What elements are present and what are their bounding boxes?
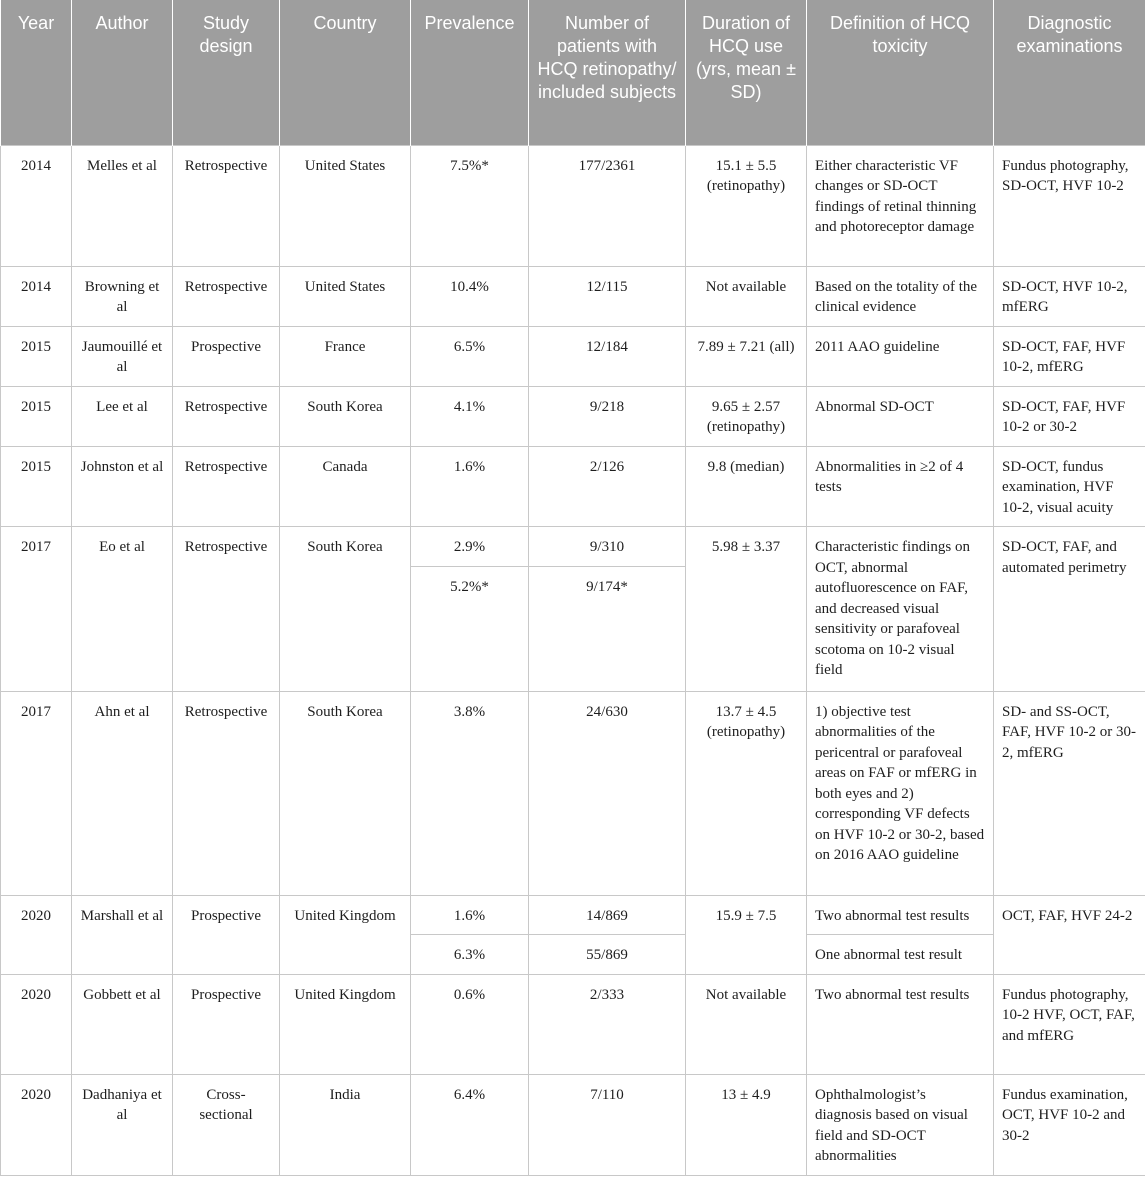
cell-number: 2/333 <box>529 974 686 1074</box>
table-row <box>1 1074 1145 1175</box>
cell-diagnostic: SD-OCT, FAF, HVF 10-2 or 30-2 <box>994 386 1145 446</box>
cell-country: France <box>280 326 411 386</box>
cell-year: 2017 <box>1 691 72 895</box>
cell-duration: 13 ± 4.9 <box>686 1074 807 1175</box>
cell-author: Lee et al <box>72 386 173 446</box>
cell-author: Browning et al <box>72 266 173 326</box>
cell-duration: Not available <box>686 266 807 326</box>
cell-definition: Abnormalities in ≥2 of 4 tests <box>807 446 994 527</box>
cell-number: 2/126 <box>529 446 686 527</box>
cell-prevalence: 7.5%* <box>411 145 529 266</box>
cell-number: 9/310 <box>529 527 686 567</box>
cell-diagnostic: SD- and SS-OCT, FAF, HVF 10-2 or 30-2, mfERG <box>994 691 1145 895</box>
cell-definition: One abnormal test result <box>807 935 994 975</box>
cell-prevalence: 1.6% <box>411 446 529 527</box>
cell-study-design: Retrospective <box>173 386 280 446</box>
cell-diagnostic: OCT, FAF, HVF 24-2 <box>994 895 1145 974</box>
cell-definition: Abnormal SD-OCT <box>807 386 994 446</box>
cell-number: 14/869 <box>529 895 686 935</box>
cell-country: United States <box>280 145 411 266</box>
table-row <box>1 326 1145 386</box>
cell-definition: Ophthalmologist’s diagnosis based on visual field and SD-OCT abnormalities <box>807 1074 994 1175</box>
table-row <box>1 145 1145 266</box>
cell-duration: 7.89 ± 7.21 (all) <box>686 326 807 386</box>
table-row <box>1 266 1145 326</box>
cell-author: Melles et al <box>72 145 173 266</box>
cell-duration: 15.9 ± 7.5 <box>686 895 807 974</box>
cell-country: South Korea <box>280 386 411 446</box>
cell-duration: 9.65 ± 2.57 (retinopathy) <box>686 386 807 446</box>
table-row <box>1 895 1145 935</box>
header-author: Author <box>72 0 173 145</box>
table-row <box>1 386 1145 446</box>
cell-number: 7/110 <box>529 1074 686 1175</box>
cell-duration: 5.98 ± 3.37 <box>686 527 807 692</box>
cell-year: 2015 <box>1 386 72 446</box>
cell-study-design: Retrospective <box>173 446 280 527</box>
cell-study-design: Prospective <box>173 974 280 1074</box>
table-header <box>1 0 1145 145</box>
table-row <box>1 446 1145 527</box>
cell-country: United States <box>280 266 411 326</box>
cell-author: Johnston et al <box>72 446 173 527</box>
table-body <box>1 145 1145 1175</box>
cell-author: Gobbett et al <box>72 974 173 1074</box>
cell-diagnostic: SD-OCT, FAF, and automated perimetry <box>994 527 1145 692</box>
cell-year: 2020 <box>1 1074 72 1175</box>
header-number-of-patients: Number of patients with HCQ retinopathy/ included subjects <box>529 0 686 145</box>
cell-country: Canada <box>280 446 411 527</box>
header-row <box>1 0 1145 145</box>
cell-diagnostic: Fundus photography, 10-2 HVF, OCT, FAF, and mfERG <box>994 974 1145 1074</box>
cell-diagnostic: SD-OCT, HVF 10-2, mfERG <box>994 266 1145 326</box>
cell-author: Marshall et al <box>72 895 173 974</box>
cell-year: 2015 <box>1 326 72 386</box>
cell-duration: Not available <box>686 974 807 1074</box>
cell-country: South Korea <box>280 691 411 895</box>
cell-country: United Kingdom <box>280 974 411 1074</box>
cell-diagnostic: Fundus examination, OCT, HVF 10-2 and 30-2 <box>994 1074 1145 1175</box>
cell-year: 2015 <box>1 446 72 527</box>
cell-country: United Kingdom <box>280 895 411 974</box>
cell-study-design: Cross-sectional <box>173 1074 280 1175</box>
cell-definition: Characteristic findings on OCT, abnormal autofluorescence on FAF, and decreased visual sensitivity or parafoveal scotoma on 10-2 visual field <box>807 527 994 692</box>
header-diagnostic: Diagnostic examinations <box>994 0 1145 145</box>
cell-year: 2014 <box>1 266 72 326</box>
cell-author: Jaumouillé et al <box>72 326 173 386</box>
cell-prevalence: 6.3% <box>411 935 529 975</box>
cell-study-design: Retrospective <box>173 691 280 895</box>
cell-duration: 15.1 ± 5.5 (retinopathy) <box>686 145 807 266</box>
cell-prevalence: 6.4% <box>411 1074 529 1175</box>
cell-country: India <box>280 1074 411 1175</box>
cell-definition: Two abnormal test results <box>807 974 994 1074</box>
header-prevalence: Prevalence <box>411 0 529 145</box>
cell-number: 9/218 <box>529 386 686 446</box>
cell-prevalence: 5.2%* <box>411 566 529 691</box>
header-study-design: Study design <box>173 0 280 145</box>
cell-study-design: Retrospective <box>173 266 280 326</box>
cell-definition: 1) objective test abnormalities of the pericentral or parafoveal areas on FAF or mfERG in both eyes and 2) corresponding VF defects on HVF 10-2 or 30-2, based on 2016 AAO guideline <box>807 691 994 895</box>
cell-prevalence: 4.1% <box>411 386 529 446</box>
table-row <box>1 527 1145 567</box>
cell-author: Eo et al <box>72 527 173 692</box>
cell-definition: Two abnormal test results <box>807 895 994 935</box>
cell-year: 2020 <box>1 974 72 1074</box>
cell-prevalence: 10.4% <box>411 266 529 326</box>
cell-prevalence: 0.6% <box>411 974 529 1074</box>
cell-prevalence: 1.6% <box>411 895 529 935</box>
cell-number: 12/115 <box>529 266 686 326</box>
cell-duration: 13.7 ± 4.5 (retinopathy) <box>686 691 807 895</box>
cell-definition: Either characteristic VF changes or SD-OCT findings of retinal thinning and photoreceptor damage <box>807 145 994 266</box>
header-year: Year <box>1 0 72 145</box>
header-definition: Definition of HCQ toxicity <box>807 0 994 145</box>
cell-definition: 2011 AAO guideline <box>807 326 994 386</box>
cell-diagnostic: Fundus photography, SD-OCT, HVF 10-2 <box>994 145 1145 266</box>
table-row <box>1 974 1145 1074</box>
cell-duration: 9.8 (median) <box>686 446 807 527</box>
cell-number: 55/869 <box>529 935 686 975</box>
cell-study-design: Retrospective <box>173 527 280 692</box>
cell-study-design: Retrospective <box>173 145 280 266</box>
cell-year: 2020 <box>1 895 72 974</box>
cell-prevalence: 3.8% <box>411 691 529 895</box>
cell-author: Dadhaniya et al <box>72 1074 173 1175</box>
cell-prevalence: 6.5% <box>411 326 529 386</box>
cell-author: Ahn et al <box>72 691 173 895</box>
cell-year: 2017 <box>1 527 72 692</box>
cell-definition: Based on the totality of the clinical evidence <box>807 266 994 326</box>
cell-country: South Korea <box>280 527 411 692</box>
cell-year: 2014 <box>1 145 72 266</box>
cell-number: 9/174* <box>529 566 686 691</box>
cell-number: 177/2361 <box>529 145 686 266</box>
cell-number: 24/630 <box>529 691 686 895</box>
cell-prevalence: 2.9% <box>411 527 529 567</box>
header-country: Country <box>280 0 411 145</box>
cell-number: 12/184 <box>529 326 686 386</box>
cell-study-design: Prospective <box>173 326 280 386</box>
cell-diagnostic: SD-OCT, FAF, HVF 10-2, mfERG <box>994 326 1145 386</box>
header-duration: Duration of HCQ use (yrs, mean ± SD) <box>686 0 807 145</box>
cell-diagnostic: SD-OCT, fundus examination, HVF 10-2, visual acuity <box>994 446 1145 527</box>
cell-study-design: Prospective <box>173 895 280 974</box>
table-row <box>1 691 1145 895</box>
